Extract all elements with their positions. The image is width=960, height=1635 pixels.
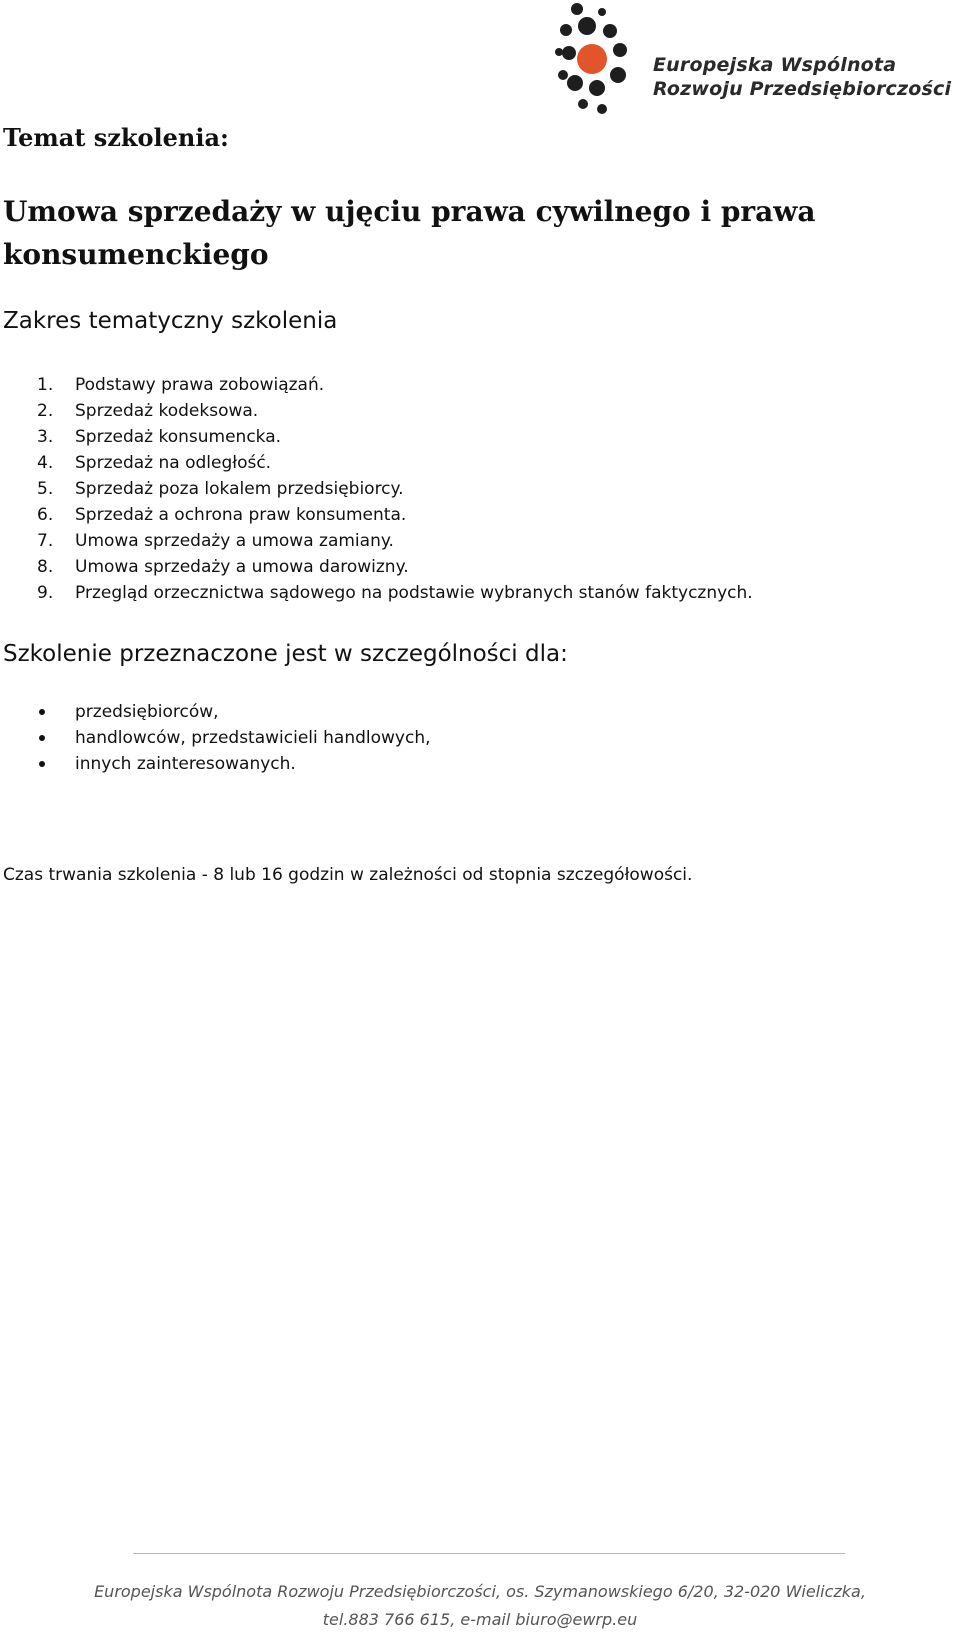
list-item-text: Sprzedaż a ochrona praw konsumenta. bbox=[75, 505, 407, 525]
training-title: Umowa sprzedaży w ujęciu prawa cywilnego i prawa konsumenckiego bbox=[3, 195, 816, 271]
footer-contact: tel.883 766 615, e-mail biuro@ewrp.eu bbox=[322, 1610, 638, 1629]
logo-text-line-2: Rozwoju Przedsiębiorczości bbox=[653, 78, 952, 100]
logo-dot bbox=[610, 67, 626, 83]
bullet-icon bbox=[39, 735, 45, 741]
logo-dot bbox=[589, 80, 605, 96]
organization-logo bbox=[555, 0, 960, 120]
list-item-number: 2. bbox=[37, 401, 54, 421]
list-item-text: Sprzedaż kodeksowa. bbox=[75, 401, 259, 421]
list-item-number: 5. bbox=[37, 479, 54, 499]
logo-dot bbox=[613, 43, 627, 57]
logo-dot bbox=[560, 24, 572, 36]
logo-center-dot bbox=[577, 44, 607, 74]
logo-dot bbox=[603, 24, 617, 38]
logo-dot bbox=[567, 75, 583, 91]
list-item-text: Sprzedaż na odległość. bbox=[75, 453, 272, 473]
list-item-text: innych zainteresowanych. bbox=[75, 754, 296, 774]
list-item-number: 9. bbox=[37, 583, 54, 603]
scope-heading: Zakres tematyczny szkolenia bbox=[3, 308, 338, 334]
list-item-text: Przegląd orzecznictwa sądowego na podstawie wybranych stanów faktycznych. bbox=[75, 583, 753, 603]
list-item-text: Umowa sprzedaży a umowa darowizny. bbox=[75, 557, 409, 577]
list-item-text: Podstawy prawa zobowiązań. bbox=[75, 375, 325, 395]
footer-address: Europejska Wspólnota Rozwoju Przedsiębiorczości, os. Szymanowskiego 6/20, 32-020 Wieliczka, bbox=[94, 1582, 866, 1601]
list-item-text: Umowa sprzedaży a umowa zamiany. bbox=[75, 531, 394, 551]
dots-emblem-icon bbox=[555, 0, 665, 120]
list-item-text: Sprzedaż konsumencka. bbox=[75, 427, 282, 447]
logo-dot bbox=[578, 17, 596, 35]
list-item-number: 7. bbox=[37, 531, 54, 551]
list-item-number: 3. bbox=[37, 427, 54, 447]
list-item-text: przedsiębiorców, bbox=[75, 702, 219, 722]
logo-dot bbox=[555, 48, 563, 56]
duration-text: Czas trwania szkolenia - 8 lub 16 godzin w zależności od stopnia szczegółowości. bbox=[3, 865, 693, 885]
list-item-number: 8. bbox=[37, 557, 54, 577]
logo-dot bbox=[597, 104, 607, 114]
logo-dot bbox=[578, 99, 588, 109]
topic-label: Temat szkolenia: bbox=[3, 123, 229, 152]
list-item-number: 1. bbox=[37, 375, 54, 395]
logo-dot bbox=[562, 46, 576, 60]
logo-dot bbox=[598, 8, 606, 16]
list-item-text: Sprzedaż poza lokalem przedsiębiorcy. bbox=[75, 479, 404, 499]
bullet-icon bbox=[39, 709, 45, 715]
list-item-text: handlowców, przedstawicieli handlowych, bbox=[75, 728, 431, 748]
logo-dot bbox=[558, 70, 568, 80]
list-item-number: 4. bbox=[37, 453, 54, 473]
bullet-icon bbox=[39, 761, 45, 767]
logo-text-line-1: Europejska Wspólnota bbox=[653, 54, 897, 76]
list-item-number: 6. bbox=[37, 505, 54, 525]
audience-heading: Szkolenie przeznaczone jest w szczególności dla: bbox=[3, 641, 568, 667]
footer-divider bbox=[133, 1553, 845, 1554]
logo-dot bbox=[571, 3, 583, 15]
